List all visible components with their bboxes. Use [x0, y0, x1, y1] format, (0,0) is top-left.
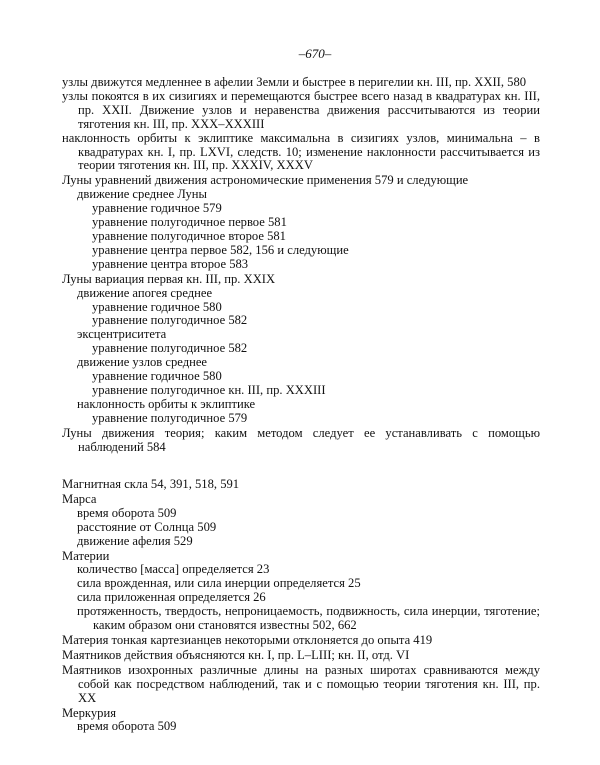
index-entry: уравнение центра первое 582, 156 и следующие: [92, 242, 349, 257]
index-entry: наклонность орбиты к эклиптике максимальна в сизигиях узлов, минимальна – в квадратурах кн. I, пр. LXVI, следств. 10; изменение наклонности рассчитывается из теории тяготения кн. III, пр. XXXIV, XXXV: [62, 130, 540, 173]
index-entry: сила приложенная определяется 26: [77, 590, 266, 605]
index-entry: движение узлов среднее: [77, 355, 208, 370]
index-entry: Маятников изохронных различные длины на разных широтах сравниваются между собой как посредством наблюдений, так и с помощью теории тяготения кн. III, пр. XX: [62, 662, 540, 705]
index-entry: наклонность орбиты к эклиптике: [77, 396, 256, 411]
index-section-m: [62, 477, 540, 734]
page-number: –670–: [298, 46, 332, 61]
index-entry: уравнение полугодичное второе 581: [92, 228, 286, 243]
index-entry: время оборота 509: [77, 719, 177, 734]
index-entry: уравнение центра второе 583: [92, 256, 249, 271]
index-entry: уравнение полугодичное 582: [92, 313, 248, 328]
index-entry: уравнение полугодичное кн. III, пр. XXXIII: [92, 382, 326, 397]
index-entry: движение среднее Луны: [77, 187, 207, 202]
index-entry: расстояние от Солнца 509: [77, 519, 217, 534]
index-entry: Луны уравнений движения астрономические применения 579 и следующие: [62, 173, 469, 188]
index-entry: время оборота 509: [77, 505, 177, 520]
index-entry: Меркурия: [62, 705, 116, 720]
index-entry: Луны вариация первая кн. III, пр. XXIX: [62, 271, 276, 286]
index-entry: уравнение полугодичное 579: [92, 410, 248, 425]
index-entry: сила врожденная, или сила инерции определяется 25: [77, 576, 361, 591]
index-entry: количество [масса] определяется 23: [77, 562, 270, 577]
index-entry: узлы покоятся в их сизигиях и перемещаются быстрее всего назад в квадратурах кн. III, пр. XXII. Движение узлов и неравенства движения рассчитываются из теории тяготения кн. III, пр. XXX–XXXIII: [62, 88, 540, 131]
index-entry: уравнение годичное 580: [92, 369, 222, 384]
index-entry: Материя тонкая картезианцев некоторыми отклоняется до опыта 419: [62, 632, 433, 647]
index-entry: Марса: [62, 491, 97, 506]
index-entry: уравнение годичное 579: [92, 201, 222, 216]
index-entry: уравнение полугодичное первое 581: [92, 215, 287, 230]
index-entry: Магнитная скла 54, 391, 518, 591: [62, 477, 240, 491]
index-section-l: [62, 76, 540, 454]
index-entry: уравнение годичное 580: [92, 299, 222, 314]
index-entry: движение апогея среднее: [77, 285, 213, 300]
index-entry: Луны движения теория; каким методом следует ее устанавливать с помощью наблюдений 584: [62, 425, 540, 454]
index-entry: эксцентриситета: [77, 327, 167, 342]
index-entry: Материи: [62, 548, 110, 563]
index-entry: движение афелия 529: [77, 533, 193, 548]
index-entry: узлы движутся медленнее в афелии Земли и быстрее в перигелии кн. III, пр. XXII, 580: [62, 75, 527, 89]
index-entry: протяженность, твердость, непроницаемость, подвижность, сила инерции, тяготение; каким образом они становятся известны 502, 662: [77, 604, 540, 633]
index-entry: Маятников действия объясняются кн. I, пр. L–LIII; кн. II, отд. VI: [62, 647, 410, 662]
index-entry: уравнение полугодичное 582: [92, 341, 248, 356]
